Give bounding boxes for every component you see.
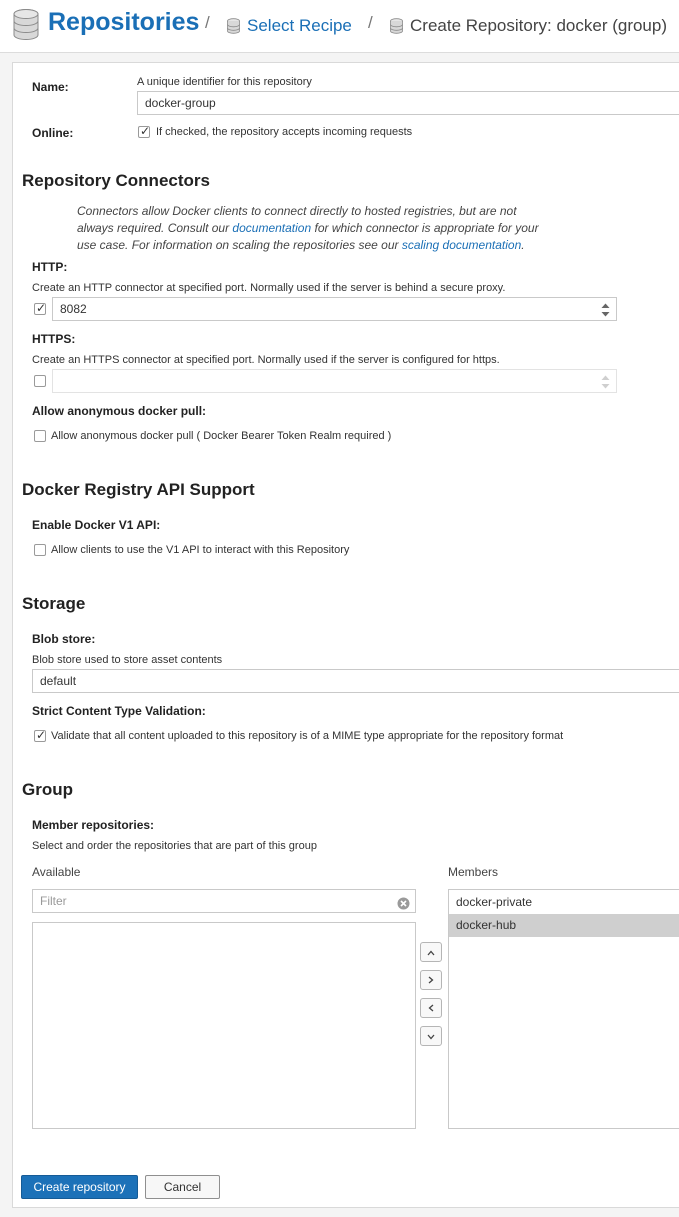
documentation-link[interactable]: documentation — [232, 221, 312, 235]
https-help: Create an HTTPS connector at specified port. Normally used if the server is configured for https. — [32, 354, 500, 366]
filter-input[interactable] — [32, 889, 416, 913]
blob-store-help: Blob store used to store asset contents — [32, 654, 223, 666]
member-repositories-help: Select and order the repositories that are part of this group — [32, 840, 317, 852]
online-checkbox[interactable] — [138, 126, 150, 138]
v1-api-checkbox[interactable] — [34, 544, 46, 556]
database-icon — [390, 18, 403, 39]
name-input[interactable]: docker-group — [137, 91, 679, 115]
breadcrumb-separator: / — [368, 13, 373, 32]
storage-heading: Storage — [22, 594, 86, 613]
spinner-arrows-icon[interactable] — [601, 302, 610, 318]
name-help: A unique identifier for this repository — [137, 76, 312, 88]
strict-content-checkbox[interactable] — [34, 730, 46, 742]
docker-api-heading: Docker Registry API Support — [22, 480, 255, 499]
anonymous-pull-text: Allow anonymous docker pull ( Docker Bearer Token Realm required ) — [51, 430, 392, 442]
chevron-left-icon — [428, 999, 434, 1017]
http-port-input[interactable] — [52, 297, 617, 321]
page-header — [0, 0, 679, 53]
list-item[interactable]: docker-hub — [449, 914, 679, 937]
connectors-intro-line: always required. Consult our — [77, 221, 233, 235]
chevron-right-icon — [428, 971, 434, 989]
connectors-intro-line: use case. For information on scaling the repositories see our — [77, 238, 402, 252]
breadcrumb-current: Create Repository: docker (group) — [410, 16, 668, 35]
v1-api-label: Enable Docker V1 API: — [32, 518, 161, 532]
filter-placeholder: Filter — [40, 894, 67, 908]
online-help: If checked, the repository accepts incoming requests — [156, 126, 413, 138]
http-checkbox[interactable] — [34, 303, 46, 315]
group-heading: Group — [22, 780, 73, 799]
name-label: Name: — [32, 80, 69, 94]
anonymous-pull-checkbox[interactable] — [34, 430, 46, 442]
member-repositories-label: Member repositories: — [32, 818, 155, 832]
breadcrumb-separator: / — [205, 13, 210, 32]
move-down-button[interactable] — [420, 1026, 442, 1046]
remove-member-button[interactable] — [420, 998, 442, 1018]
connectors-intro-line: Connectors allow Docker clients to connect directly to hosted registries, but are not — [77, 204, 517, 218]
page-title[interactable]: Repositories — [48, 8, 200, 36]
members-column-label: Members — [448, 865, 499, 879]
checkmark-icon: ✓ — [36, 728, 47, 742]
http-help: Create an HTTP connector at specified port. Normally used if the server is behind a secure proxy. — [32, 282, 506, 294]
available-label: Available — [32, 865, 81, 879]
connectors-intro-line: . — [521, 238, 525, 252]
https-port-input[interactable] — [52, 369, 617, 393]
database-icon — [227, 18, 240, 39]
anonymous-pull-label: Allow anonymous docker pull: — [32, 404, 207, 418]
connectors-intro — [77, 203, 597, 254]
chevron-down-icon — [427, 1027, 435, 1045]
strict-content-label: Strict Content Type Validation: — [32, 704, 206, 718]
scaling-documentation-link[interactable]: scaling documentation — [401, 238, 522, 252]
https-label: HTTPS: — [32, 332, 76, 346]
add-member-button[interactable] — [420, 970, 442, 990]
available-list[interactable] — [32, 922, 416, 1129]
v1-api-text: Allow clients to use the V1 API to interact with this Repository — [51, 544, 350, 556]
spinner-arrows-icon[interactable] — [601, 374, 610, 390]
online-label: Online: — [32, 126, 74, 140]
checkmark-icon: ✓ — [36, 301, 47, 315]
connectors-intro-line: for which connector is appropriate for your — [311, 221, 539, 235]
cancel-button[interactable]: Cancel — [145, 1175, 220, 1199]
list-item[interactable]: docker-private — [456, 895, 533, 909]
https-checkbox[interactable] — [34, 375, 46, 387]
checkmark-icon: ✓ — [140, 124, 151, 138]
connectors-heading: Repository Connectors — [22, 171, 210, 190]
database-icon — [13, 9, 39, 45]
members-list[interactable] — [448, 889, 679, 1129]
blob-store-label: Blob store: — [32, 632, 96, 646]
chevron-up-icon — [427, 943, 435, 961]
http-port-value: 8082 — [60, 302, 87, 316]
blob-store-select[interactable]: default — [32, 669, 679, 693]
move-up-button[interactable] — [420, 942, 442, 962]
http-label: HTTP: — [32, 260, 68, 274]
breadcrumb-select-recipe[interactable]: Select Recipe — [247, 16, 352, 35]
create-repository-button[interactable]: Create repository — [21, 1175, 138, 1199]
strict-content-text: Validate that all content uploaded to this repository is of a MIME type appropriate for the repository format — [51, 730, 564, 742]
clear-circle-icon[interactable] — [397, 895, 410, 917]
